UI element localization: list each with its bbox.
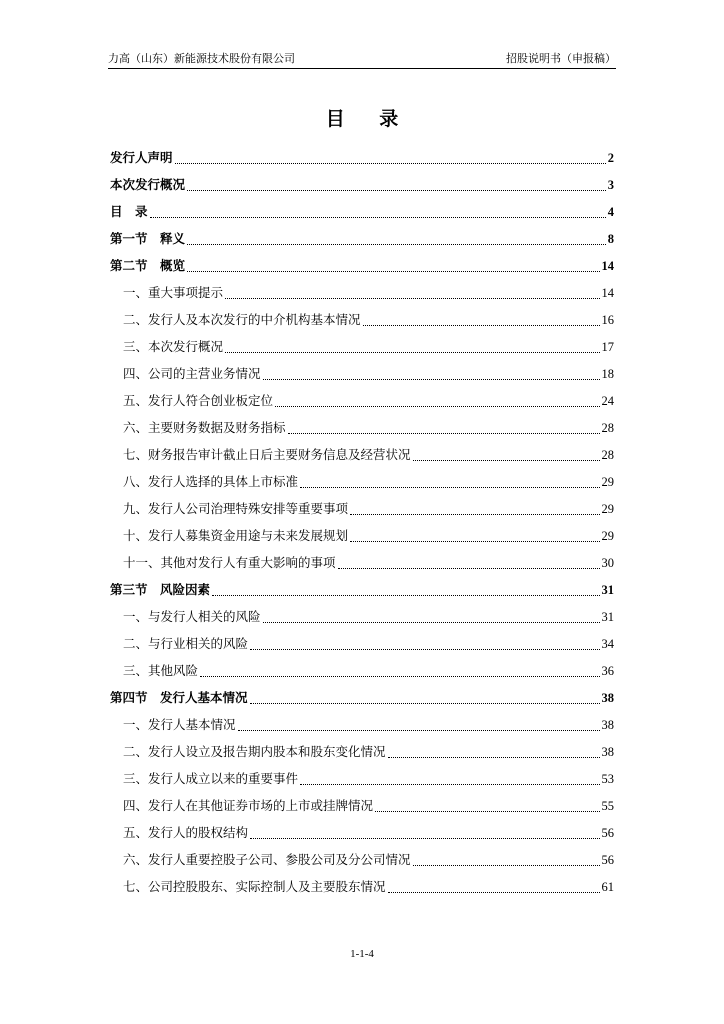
toc-chapter-entry[interactable] [110, 252, 614, 279]
toc-section-entry[interactable] [110, 549, 614, 576]
toc-section-entry[interactable] [110, 441, 614, 468]
toc-entry-label: 六、主要财务数据及财务指标 [123, 420, 286, 435]
toc-entry-page-number: 24 [601, 394, 614, 408]
toc-entry-label: 发行人声明 [110, 150, 173, 165]
toc-dot-leader [250, 648, 599, 650]
toc-entry-page-number: 61 [601, 880, 614, 894]
toc-entry-page-number: 53 [601, 772, 614, 786]
toc-entry-page-number: 8 [607, 232, 614, 246]
toc-dot-leader [300, 783, 599, 785]
toc-entry-label: 五、发行人符合创业板定位 [123, 393, 274, 408]
toc-chapter-entry[interactable] [110, 171, 614, 198]
toc-entry-page-number: 38 [601, 691, 614, 705]
page-number: 1-1-4 [350, 948, 374, 960]
toc-entry-label: 二、发行人设立及报告期内股本和股东变化情况 [123, 744, 386, 759]
toc-chapter-entry[interactable] [110, 684, 614, 711]
toc-section-entry[interactable] [110, 657, 614, 684]
toc-entry-label: 四、发行人在其他证券市场的上市或挂牌情况 [123, 798, 374, 813]
toc-entry-page-number: 56 [601, 853, 614, 867]
toc-entry-label: 三、本次发行概况 [123, 339, 224, 354]
toc-dot-leader [388, 756, 600, 758]
toc-entry-page-number: 16 [601, 313, 614, 327]
toc-section-entry[interactable] [110, 603, 614, 630]
toc-section-entry[interactable] [110, 873, 614, 900]
toc-chapter-entry[interactable] [110, 144, 614, 171]
toc-chapter-entry[interactable] [110, 576, 614, 603]
toc-entry-label: 十一、其他对发行人有重大影响的事项 [123, 555, 336, 570]
toc-dot-leader [187, 189, 606, 191]
toc-section-entry[interactable] [110, 306, 614, 333]
toc-entry-label: 第二节 概览 [110, 258, 186, 273]
toc-entry-page-number: 29 [601, 502, 614, 516]
toc-dot-leader [300, 486, 599, 488]
toc-dot-leader [350, 513, 599, 515]
toc-section-entry[interactable] [110, 522, 614, 549]
toc-entry-page-number: 2 [607, 151, 614, 165]
toc-entry-page-number: 29 [601, 529, 614, 543]
toc-dot-leader [250, 702, 600, 704]
toc-entry-label: 一、与发行人相关的风险 [123, 609, 261, 624]
toc-dot-leader [388, 891, 600, 893]
toc-section-entry[interactable] [110, 792, 614, 819]
toc-dot-leader [363, 324, 600, 326]
toc-dot-leader [238, 729, 600, 731]
toc-entry-page-number: 3 [607, 178, 614, 192]
toc-dot-leader [212, 594, 599, 596]
table-of-contents [110, 144, 614, 900]
toc-dot-leader [288, 432, 600, 434]
toc-dot-leader [150, 216, 606, 218]
page-header [108, 50, 616, 68]
toc-entry-label: 一、发行人基本情况 [123, 717, 236, 732]
toc-entry-page-number: 14 [601, 286, 614, 300]
toc-chapter-entry[interactable] [110, 225, 614, 252]
toc-section-entry[interactable] [110, 468, 614, 495]
toc-section-entry[interactable] [110, 279, 614, 306]
toc-entry-page-number: 4 [607, 205, 614, 219]
toc-dot-leader [225, 351, 599, 353]
toc-section-entry[interactable] [110, 630, 614, 657]
toc-entry-label: 第四节 发行人基本情况 [110, 690, 248, 705]
toc-entry-label: 七、公司控股股东、实际控制人及主要股东情况 [123, 879, 386, 894]
toc-dot-leader [375, 810, 599, 812]
toc-dot-leader [263, 378, 600, 380]
header-company-name: 力高（山东）新能源技术股份有限公司 [108, 52, 295, 65]
toc-entry-page-number: 55 [601, 799, 614, 813]
toc-entry-label: 八、发行人选择的具体上市标准 [123, 474, 299, 489]
toc-section-entry[interactable] [110, 765, 614, 792]
toc-entry-label: 二、发行人及本次发行的中介机构基本情况 [123, 312, 361, 327]
toc-section-entry[interactable] [110, 738, 614, 765]
toc-entry-label: 目 录 [110, 204, 148, 219]
header-document-type: 招股说明书（申报稿） [506, 52, 616, 65]
toc-entry-page-number: 34 [601, 637, 614, 651]
toc-section-entry[interactable] [110, 495, 614, 522]
toc-entry-page-number: 17 [601, 340, 614, 354]
toc-section-entry[interactable] [110, 846, 614, 873]
toc-entry-page-number: 36 [601, 664, 614, 678]
toc-entry-label: 第三节 风险因素 [110, 582, 211, 597]
toc-dot-leader [350, 540, 599, 542]
page-title: 目 录 [325, 108, 413, 130]
toc-entry-page-number: 30 [601, 556, 614, 570]
toc-section-entry[interactable] [110, 414, 614, 441]
toc-entry-label: 一、重大事项提示 [123, 285, 224, 300]
toc-entry-label: 九、发行人公司治理特殊安排等重要事项 [123, 501, 349, 516]
toc-entry-label: 五、发行人的股权结构 [123, 825, 249, 840]
toc-entry-page-number: 38 [601, 718, 614, 732]
toc-entry-page-number: 29 [601, 475, 614, 489]
toc-entry-page-number: 38 [601, 745, 614, 759]
toc-dot-leader [275, 405, 599, 407]
toc-entry-label: 二、与行业相关的风险 [123, 636, 249, 651]
toc-entry-label: 十、发行人募集资金用途与未来发展规划 [123, 528, 349, 543]
toc-entry-page-number: 56 [601, 826, 614, 840]
toc-dot-leader [338, 567, 600, 569]
toc-dot-leader [413, 459, 600, 461]
toc-entry-page-number: 31 [601, 610, 614, 624]
toc-section-entry[interactable] [110, 360, 614, 387]
toc-entry-label: 七、财务报告审计截止日后主要财务信息及经营状况 [123, 447, 411, 462]
toc-entry-page-number: 28 [601, 448, 614, 462]
toc-section-entry[interactable] [110, 387, 614, 414]
toc-entry-page-number: 31 [601, 583, 614, 597]
header-divider [108, 68, 616, 69]
toc-section-entry[interactable] [110, 819, 614, 846]
toc-dot-leader [187, 243, 606, 245]
toc-entry-label: 三、发行人成立以来的重要事件 [123, 771, 299, 786]
toc-dot-leader [250, 837, 599, 839]
toc-entry-page-number: 18 [601, 367, 614, 381]
toc-entry-label: 四、公司的主营业务情况 [123, 366, 261, 381]
toc-entry-label: 三、其他风险 [123, 663, 199, 678]
toc-section-entry[interactable] [110, 333, 614, 360]
toc-entry-label: 本次发行概况 [110, 177, 186, 192]
toc-dot-leader [413, 864, 600, 866]
toc-entry-page-number: 14 [601, 259, 614, 273]
toc-section-entry[interactable] [110, 711, 614, 738]
toc-dot-leader [225, 297, 599, 299]
toc-dot-leader [175, 162, 606, 164]
toc-chapter-entry[interactable] [110, 198, 614, 225]
toc-entry-label: 六、发行人重要控股子公司、参股公司及分公司情况 [123, 852, 411, 867]
toc-entry-label: 第一节 释义 [110, 231, 186, 246]
toc-dot-leader [187, 270, 599, 272]
toc-dot-leader [200, 675, 599, 677]
toc-dot-leader [263, 621, 600, 623]
toc-entry-page-number: 28 [601, 421, 614, 435]
